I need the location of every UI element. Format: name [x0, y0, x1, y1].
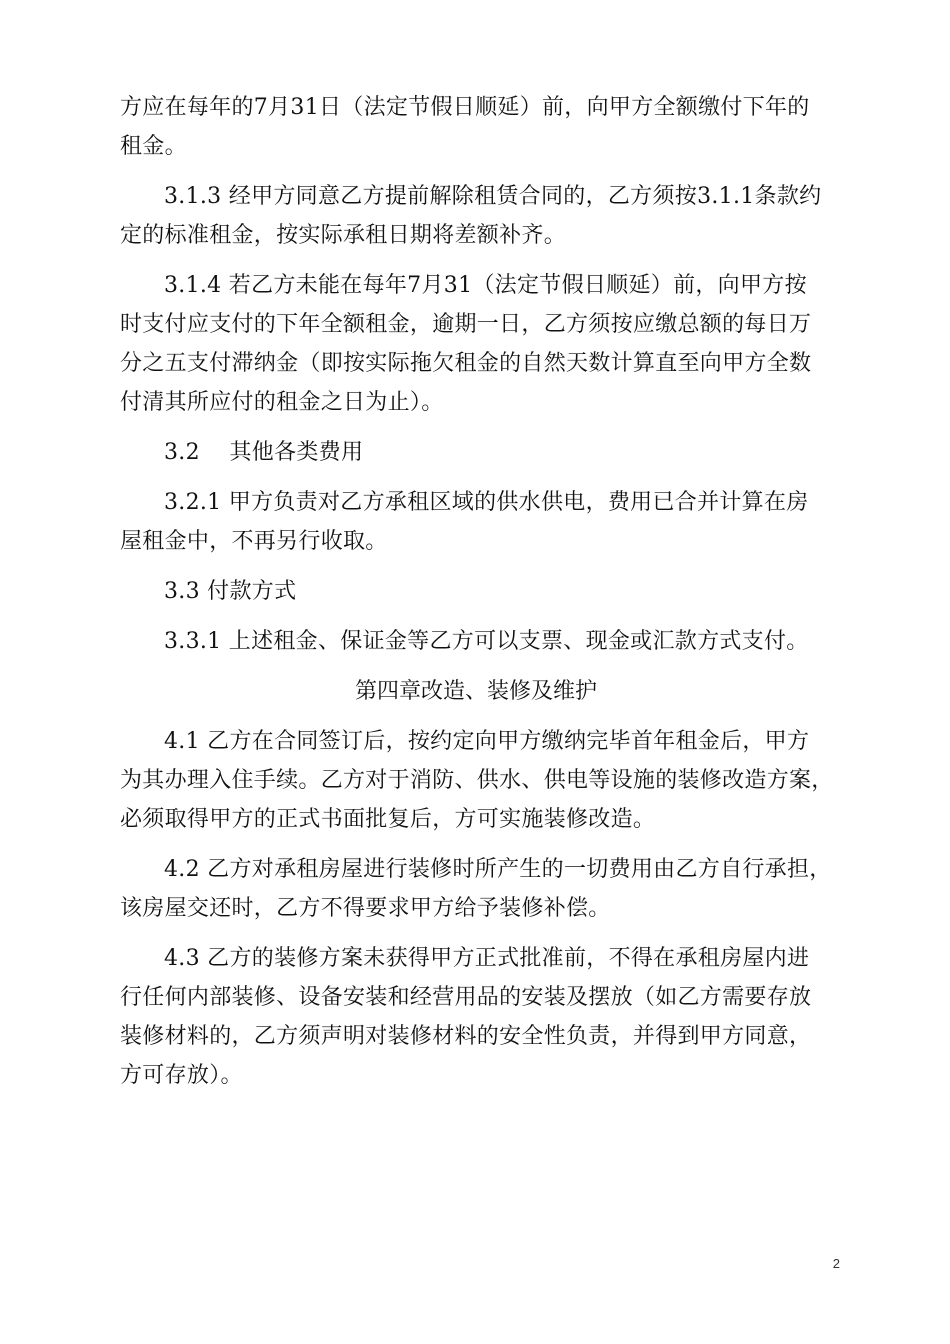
clause-4-1: [120, 722, 832, 839]
text-line: 屋租金中，不再另行收取。: [120, 529, 388, 554]
text-line: 3.2 其他各类费用: [164, 440, 364, 465]
text-line: 4.1 乙方在合同签订后，按约定向甲方缴纳完毕首年租金后，甲方: [164, 729, 810, 754]
clause-3-2: [120, 433, 832, 472]
text-line: 3.1.4 若乙方未能在每年7月31（法定节假日顺延）前，向甲方按: [164, 273, 807, 298]
text-line: 3.2.1 甲方负责对乙方承租区域的供水供电，费用已合并计算在房: [164, 490, 809, 515]
text-line: 行任何内部装修、设备安装和经营用品的安装及摆放（如乙方需要存放: [120, 985, 812, 1010]
text-line: 必须取得甲方的正式书面批复后，方可实施装修改造。: [120, 807, 656, 832]
text-line: 3.1.3 经甲方同意乙方提前解除租赁合同的，乙方须按3.1.1条款约: [164, 184, 822, 209]
clause-4-2: [120, 850, 832, 928]
document-body: [120, 88, 832, 1106]
chapter-heading: 第四章改造、装修及维护: [354, 679, 597, 704]
clause-3-1-3: [120, 177, 832, 255]
text-line: 付清其所应付的租金之日为止）。: [120, 390, 444, 415]
text-line: 方应在每年的7月31日（法定节假日顺延）前，向甲方全额缴付下年的: [120, 95, 810, 120]
text-line: 该房屋交还时，乙方不得要求甲方给予装修补偿。: [120, 896, 611, 921]
text-line: 4.2 乙方对承租房屋进行装修时所产生的一切费用由乙方自行承担，: [164, 857, 832, 882]
text-line: 4.3 乙方的装修方案未获得甲方正式批准前，不得在承租房屋内进: [164, 946, 810, 971]
paragraph-rent-deadline: [120, 88, 832, 166]
text-line: 时支付应支付的下年全额租金，逾期一日，乙方须按应缴总额的每日万: [120, 312, 812, 337]
text-line: 租金。: [120, 134, 187, 159]
text-line: 分之五支付滞纳金（即按实际拖欠租金的自然天数计算直至向甲方全数: [120, 351, 812, 376]
clause-3-2-1: [120, 483, 832, 561]
clause-3-3-1: [120, 622, 832, 661]
text-line: 为其办理入住手续。乙方对于消防、供水、供电等设施的装修改造方案，: [120, 768, 834, 793]
clause-3-3: [120, 572, 832, 611]
page-number: 2: [832, 1256, 840, 1271]
text-line: 方可存放）。: [120, 1063, 243, 1088]
text-line: 装修材料的，乙方须声明对装修材料的安全性负责，并得到甲方同意，: [120, 1024, 812, 1049]
clause-3-1-4: [120, 266, 832, 422]
text-line: 定的标准租金，按实际承租日期将差额补齐。: [120, 223, 567, 248]
clause-4-3: [120, 939, 832, 1095]
text-line: 3.3.1 上述租金、保证金等乙方可以支票、现金或汇款方式支付。: [164, 629, 809, 654]
text-line: 3.3 付款方式: [164, 579, 297, 604]
